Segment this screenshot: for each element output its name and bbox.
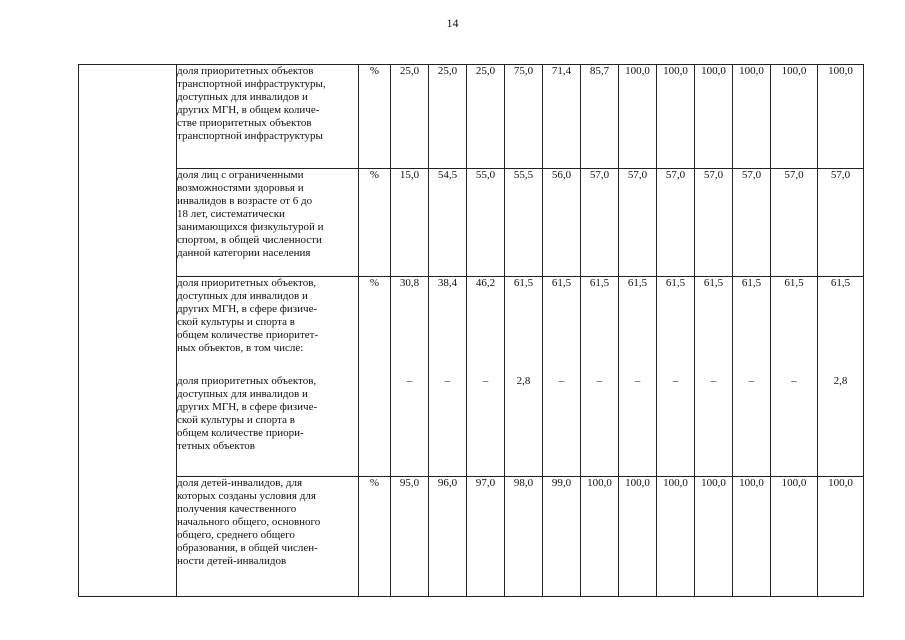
value-cell: 75,0 (505, 65, 543, 169)
value-cell: – (619, 375, 657, 477)
value-cell: 61,5 (505, 277, 543, 375)
value-cell: 57,0 (657, 169, 695, 277)
unit-cell: % (359, 277, 391, 375)
indicator-description: доля детей-инвалидов, для которых созданы условия для получения качественного начального общего, основного общего, среднего общего образования, в общей числен- ности детей-инвалидов (177, 477, 321, 567)
value-cell: 99,0 (543, 477, 581, 597)
indicator-cell (177, 65, 359, 169)
page-number: 14 (446, 16, 459, 30)
value-cell: 2,8 (818, 375, 864, 477)
unit-cell: % (359, 477, 391, 597)
value-cell: – (543, 375, 581, 477)
table-row (79, 277, 864, 375)
value-cell: – (695, 375, 733, 477)
value-cell: – (733, 375, 771, 477)
indicators-table (78, 64, 864, 597)
value-cell: 100,0 (581, 477, 619, 597)
value-cell: 100,0 (657, 477, 695, 597)
indicator-description: доля приоритетных объектов, доступных для инвалидов и других МГН, в сфере физиче- ской культуры и спорта в общем количестве приоритет- ных объектов, в том числе: (177, 277, 319, 354)
table-body (79, 65, 864, 597)
value-cell: 30,8 (391, 277, 429, 375)
value-cell: 100,0 (733, 477, 771, 597)
value-cell: 61,5 (581, 277, 619, 375)
value-cell: – (581, 375, 619, 477)
indicator-description: доля приоритетных объектов транспортной инфраструктуры, доступных для инвалидов и других МГН, в общем количе- стве приоритетных объектов транспортной инфраструктуры (177, 65, 326, 142)
value-cell: 25,0 (467, 65, 505, 169)
value-cell: 57,0 (733, 169, 771, 277)
value-cell: 25,0 (391, 65, 429, 169)
empty-first-column (79, 65, 177, 597)
value-cell: 100,0 (771, 65, 818, 169)
value-cell: 61,5 (657, 277, 695, 375)
value-cell: 55,0 (467, 169, 505, 277)
value-cell: 25,0 (429, 65, 467, 169)
indicator-description: доля приоритетных объектов, доступных для инвалидов и других МГН, в сфере физиче- ской культуры и спорта в общем количестве приори- тетных объектов (177, 374, 318, 452)
value-cell: 71,4 (543, 65, 581, 169)
value-cell: 61,5 (619, 277, 657, 375)
value-cell: 100,0 (619, 477, 657, 597)
value-cell: 85,7 (581, 65, 619, 169)
table-row (79, 375, 864, 477)
value-cell: 57,0 (771, 169, 818, 277)
value-cell: 15,0 (391, 169, 429, 277)
indicator-cell (177, 169, 359, 277)
value-cell: 61,5 (733, 277, 771, 375)
value-cell: 54,5 (429, 169, 467, 277)
value-cell: 100,0 (695, 65, 733, 169)
value-cell: 96,0 (429, 477, 467, 597)
value-cell: 100,0 (818, 65, 864, 169)
value-cell: 57,0 (581, 169, 619, 277)
value-cell: – (429, 375, 467, 477)
value-cell: 55,5 (505, 169, 543, 277)
table-row (79, 477, 864, 597)
value-cell: 56,0 (543, 169, 581, 277)
value-cell: 61,5 (771, 277, 818, 375)
unit-cell: % (359, 65, 391, 169)
value-cell: 38,4 (429, 277, 467, 375)
value-cell: 61,5 (695, 277, 733, 375)
indicator-cell (177, 277, 359, 375)
value-cell: – (467, 375, 505, 477)
value-cell: 97,0 (467, 477, 505, 597)
unit-cell (359, 375, 391, 477)
indicator-cell (177, 477, 359, 597)
value-cell: 100,0 (818, 477, 864, 597)
value-cell: 100,0 (733, 65, 771, 169)
value-cell: 46,2 (467, 277, 505, 375)
value-cell: 98,0 (505, 477, 543, 597)
value-cell: 61,5 (543, 277, 581, 375)
value-cell: 57,0 (619, 169, 657, 277)
value-cell: – (657, 375, 695, 477)
value-cell: 95,0 (391, 477, 429, 597)
value-cell: 100,0 (657, 65, 695, 169)
unit-cell: % (359, 169, 391, 277)
value-cell: 57,0 (695, 169, 733, 277)
indicator-cell (177, 375, 359, 477)
value-cell: 100,0 (619, 65, 657, 169)
table-row (79, 65, 864, 169)
value-cell: 100,0 (695, 477, 733, 597)
value-cell: – (771, 375, 818, 477)
value-cell: 57,0 (818, 169, 864, 277)
value-cell: – (391, 375, 429, 477)
value-cell: 2,8 (505, 375, 543, 477)
value-cell: 61,5 (818, 277, 864, 375)
indicator-description: доля лиц с ограниченными возможностями здоровья и инвалидов в возрасте от 6 до 18 лет, систематически занимающихся физкультурой и спортом, в общей численности данной категории населения (177, 169, 324, 259)
table-row (79, 169, 864, 277)
value-cell: 100,0 (771, 477, 818, 597)
